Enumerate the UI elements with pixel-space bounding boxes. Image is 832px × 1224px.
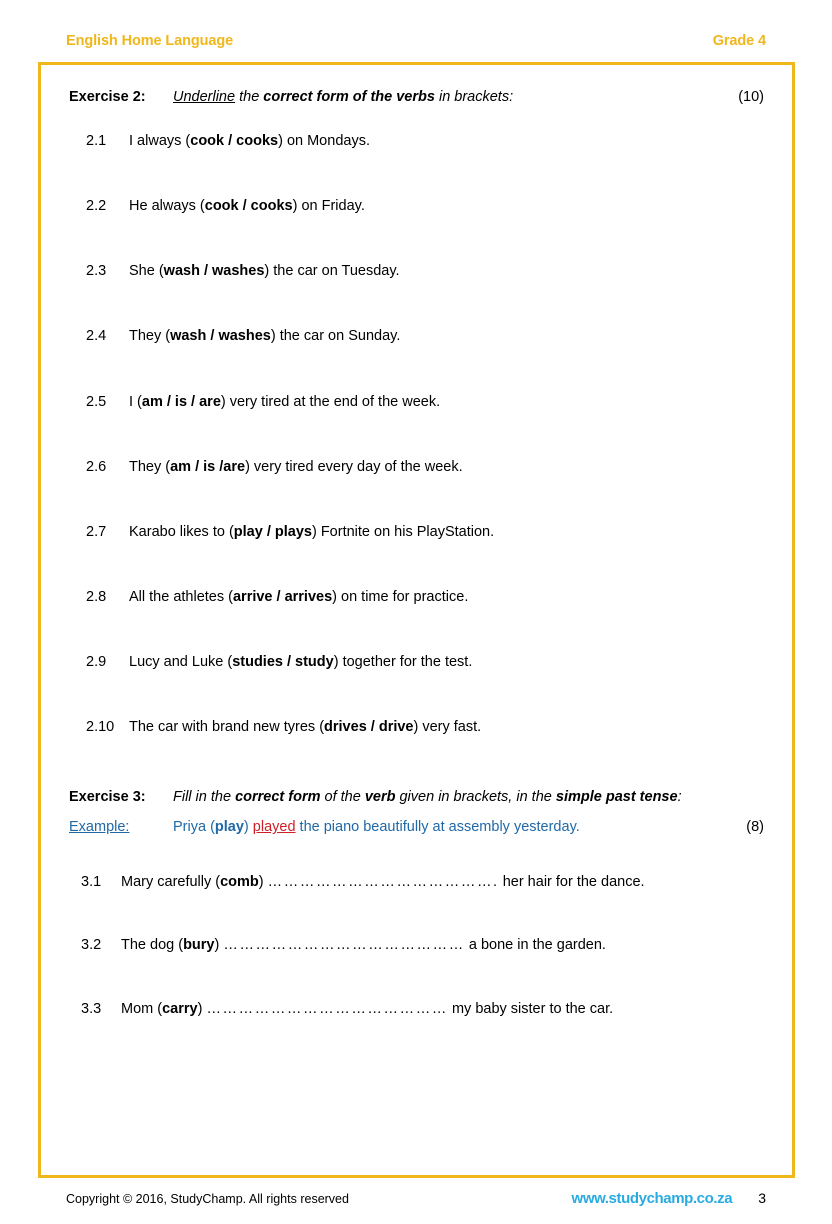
answer-blank[interactable]: ……………………………………… xyxy=(223,937,465,954)
instruction-text-2: of the xyxy=(320,789,365,806)
question-text xyxy=(129,458,764,476)
question-text-after: ) very fast. xyxy=(413,719,482,736)
verb-options[interactable]: am / is /are xyxy=(170,458,246,475)
question-text-middle: ) xyxy=(258,874,268,891)
exercise-2-mark: (10) xyxy=(738,89,764,105)
question-number: 3.1 xyxy=(81,874,102,891)
question-text-before: The dog ( xyxy=(121,937,184,954)
verb-options[interactable]: am / is / are xyxy=(141,393,221,410)
worksheet-body xyxy=(41,65,792,1175)
verb-options[interactable]: arrive / arrives xyxy=(232,588,333,605)
example-text-middle: ) xyxy=(243,819,253,836)
question-number: 2.8 xyxy=(86,588,107,605)
page-number: 3 xyxy=(758,1190,766,1206)
question-row xyxy=(69,262,764,280)
question-text-before: They ( xyxy=(129,458,171,475)
question-text xyxy=(121,936,764,954)
question-text-after: her hair for the dance. xyxy=(498,874,645,891)
question-row xyxy=(69,197,764,215)
question-text xyxy=(129,197,764,215)
question-text-before: She ( xyxy=(129,263,164,280)
exercise-2-label: Exercise 2: xyxy=(69,89,146,105)
copyright-notice: Copyright © 2016, StudyChamp. All rights reserved xyxy=(66,1192,349,1206)
question-number: 2.10 xyxy=(86,719,115,736)
example-verb: play xyxy=(214,819,244,836)
instruction-bold-2: verb xyxy=(364,789,396,806)
verb-options[interactable]: wash / washes xyxy=(163,263,265,280)
question-text-after: ) together for the test. xyxy=(333,654,473,670)
question-number: 2.4 xyxy=(86,328,107,345)
question-text-after: ) the car on Tuesday. xyxy=(264,263,400,280)
verb-options[interactable]: play / plays xyxy=(233,523,312,540)
question-row xyxy=(69,393,764,411)
question-text xyxy=(129,653,764,671)
question-verb: bury xyxy=(183,937,215,954)
question-row xyxy=(69,588,764,606)
header-grade: Grade 4 xyxy=(712,33,766,49)
question-text-before: The car with brand new tyres ( xyxy=(129,719,325,736)
question-number: 2.3 xyxy=(86,263,107,280)
instruction-text-4: : xyxy=(677,789,682,806)
exercise-3-instruction xyxy=(173,789,764,805)
question-number: 2.2 xyxy=(86,198,107,215)
verb-options[interactable]: drives / drive xyxy=(324,719,414,736)
question-text-before: All the athletes ( xyxy=(129,588,233,605)
verb-options[interactable]: cook / cooks xyxy=(190,133,279,149)
exercise-3-question-list xyxy=(69,873,764,1017)
question-verb: comb xyxy=(220,874,259,891)
question-text-before: I ( xyxy=(129,393,142,410)
verb-options[interactable]: studies / study xyxy=(232,654,334,670)
question-row xyxy=(69,718,764,736)
question-text-after: ) the car on Sunday. xyxy=(270,328,401,345)
question-text-before: I always ( xyxy=(129,133,191,149)
page-footer xyxy=(66,1190,766,1207)
question-text-middle: ) xyxy=(214,937,224,954)
question-text-middle: ) xyxy=(197,1000,207,1017)
question-text-after: my baby sister to the car. xyxy=(447,1000,614,1017)
exercise-2-question-list xyxy=(69,132,764,736)
question-text-before: He always ( xyxy=(129,198,205,215)
exercise-3-mark: (8) xyxy=(746,819,764,836)
question-row xyxy=(69,873,764,891)
example-label: Example: xyxy=(69,819,130,836)
instruction-text-3: given in brackets, in the xyxy=(395,789,556,806)
question-text-after: ) very tired at the end of the week. xyxy=(220,393,441,410)
header-subject: English Home Language xyxy=(66,33,234,49)
instruction-text-1: Fill in the xyxy=(173,789,236,806)
question-text xyxy=(129,132,764,150)
example-sentence xyxy=(173,819,764,835)
example-text-after: the piano beautifully at assembly yesterday. xyxy=(295,819,580,836)
question-number: 2.6 xyxy=(86,458,107,475)
verb-options[interactable]: wash / washes xyxy=(170,328,271,345)
question-row xyxy=(69,523,764,541)
exercise-2-heading xyxy=(69,89,764,105)
question-text-after: ) on time for practice. xyxy=(332,588,469,605)
question-number: 3.2 xyxy=(81,937,102,954)
exercise-3-heading xyxy=(69,789,764,805)
question-text xyxy=(129,327,764,345)
question-text xyxy=(129,393,764,411)
question-text-after: ) on Mondays. xyxy=(278,133,370,149)
instruction-bold-phrase: correct form of the verbs xyxy=(263,89,435,105)
exercise-2-instruction xyxy=(173,89,764,105)
question-row xyxy=(69,458,764,476)
question-row xyxy=(69,327,764,345)
question-text-after: ) Fortnite on his PlayStation. xyxy=(311,523,495,540)
question-text-after: a bone in the garden. xyxy=(464,937,606,954)
instruction-text-1: the xyxy=(235,89,264,105)
instruction-text-2: in brackets: xyxy=(434,89,514,105)
website-url[interactable]: www.studychamp.co.za xyxy=(571,1190,733,1207)
question-text-before: Mom ( xyxy=(121,1000,163,1017)
question-text-before: Lucy and Luke ( xyxy=(129,654,233,670)
question-text xyxy=(121,1000,764,1018)
exercise-3-label: Exercise 3: xyxy=(69,789,146,806)
page-header xyxy=(66,33,766,49)
question-text xyxy=(129,262,764,280)
answer-blank[interactable]: ……………………………………… xyxy=(206,1000,448,1017)
example-text-before: Priya ( xyxy=(173,819,215,836)
question-text-after: ) on Friday. xyxy=(292,198,365,215)
instruction-bold-1: correct form xyxy=(235,789,321,806)
question-text xyxy=(129,718,764,736)
question-text-before: Mary carefully ( xyxy=(121,874,221,891)
content-frame xyxy=(38,62,795,1178)
verb-options[interactable]: cook / cooks xyxy=(204,198,293,215)
question-row xyxy=(69,132,764,150)
question-row xyxy=(69,653,764,671)
question-row xyxy=(69,936,764,954)
question-number: 2.1 xyxy=(86,133,107,149)
question-number: 2.5 xyxy=(86,393,107,410)
instruction-underline-word: Underline xyxy=(173,89,236,105)
question-text-before: Karabo likes to ( xyxy=(129,523,234,540)
exercise-3-block xyxy=(69,789,764,835)
example-row xyxy=(69,819,764,835)
question-text xyxy=(129,523,764,541)
question-row xyxy=(69,1000,764,1018)
question-text xyxy=(121,873,764,891)
answer-blank[interactable]: ……………………………………. xyxy=(267,874,499,891)
example-answer: played xyxy=(252,819,296,836)
question-text xyxy=(129,588,764,606)
question-verb: carry xyxy=(162,1000,198,1017)
question-text-before: They ( xyxy=(129,328,171,345)
question-number: 2.9 xyxy=(86,654,107,670)
question-number: 2.7 xyxy=(86,523,107,540)
instruction-bold-3: simple past tense xyxy=(555,789,678,806)
question-text-after: ) very tired every day of the week. xyxy=(245,458,463,475)
question-number: 3.3 xyxy=(81,1000,102,1017)
